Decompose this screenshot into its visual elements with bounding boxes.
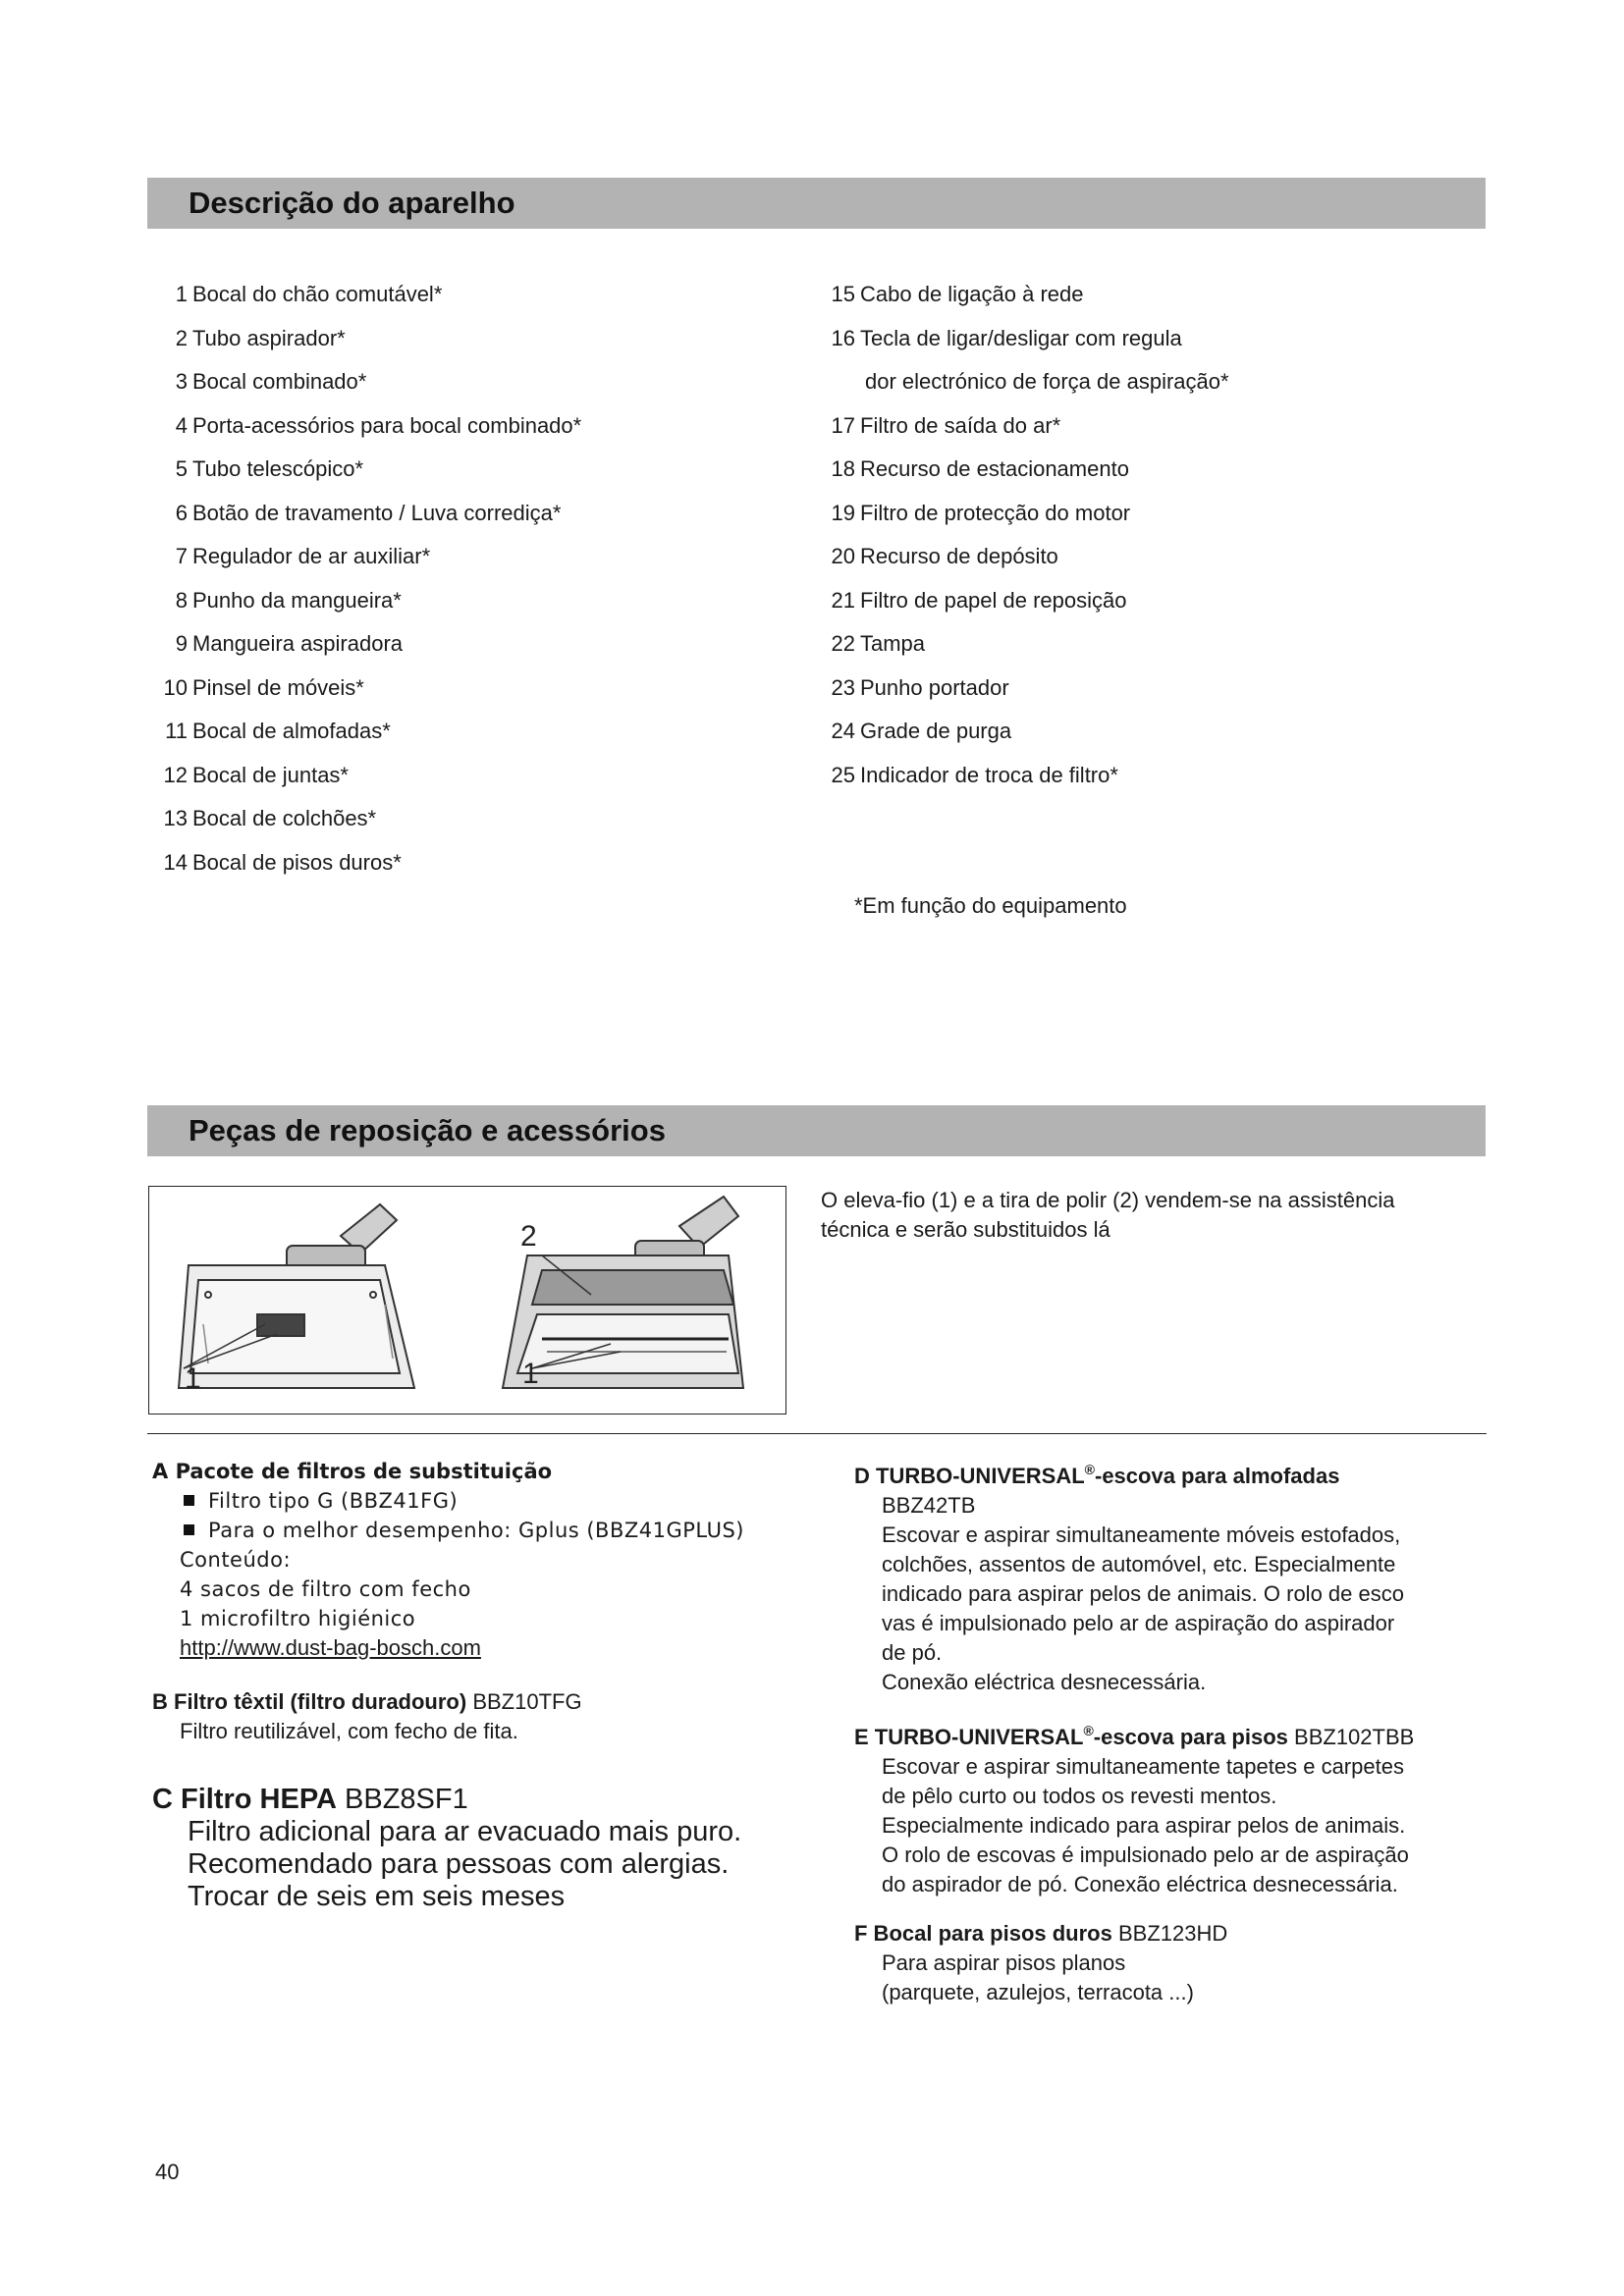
item-e-line: Escovar e aspirar simultaneamente tapetes e carpetes xyxy=(882,1754,1404,1779)
item-number: 24 xyxy=(831,719,855,743)
item-number: 3 xyxy=(175,369,188,394)
item-text: Filtro de papel de reposição xyxy=(860,587,1127,613)
registered-mark: ® xyxy=(1083,1723,1094,1738)
item-d-title: D TURBO-UNIVERSAL xyxy=(854,1464,1085,1488)
item-text: Bocal de almofadas* xyxy=(192,719,391,743)
item-text: Bocal de pisos duros* xyxy=(192,849,402,875)
bullet-icon xyxy=(184,1495,194,1506)
item-c-title-row xyxy=(152,1784,741,1816)
item-text: Tubo telescópico* xyxy=(192,456,364,481)
item-b xyxy=(152,1687,582,1746)
figure-label-1-right: 1 xyxy=(522,1358,539,1390)
parts-list-item xyxy=(823,273,1229,317)
item-e-line: Especialmente indicado para aspirar pelos de animais. xyxy=(882,1813,1406,1838)
registered-mark: ® xyxy=(1084,1462,1095,1477)
item-text: Bocal de colchões* xyxy=(192,806,377,830)
item-e-line: do aspirador de pó. Conexão eléctrica desnecessária. xyxy=(882,1872,1398,1896)
parts-list-item xyxy=(823,492,1229,536)
item-e-title: E TURBO-UNIVERSAL xyxy=(854,1725,1084,1749)
item-e-title-suffix: -escova para pisos xyxy=(1093,1725,1288,1749)
item-text: Recurso de estacionamento xyxy=(860,456,1129,481)
item-a-line: 4 sacos de filtro com fecho xyxy=(180,1577,471,1601)
item-text: dor electrónico de força de aspiração* xyxy=(865,369,1229,394)
item-c-line: Filtro adicional para ar evacuado mais puro. xyxy=(188,1816,742,1847)
item-number: 9 xyxy=(175,631,188,656)
item-f-code: BBZ123HD xyxy=(1117,1921,1228,1946)
item-e xyxy=(854,1716,1414,1899)
parts-list-left xyxy=(155,273,581,884)
item-b-code: BBZ10TFG xyxy=(472,1689,582,1714)
page-number: 40 xyxy=(155,2160,180,2184)
item-f-line: Para aspirar pisos planos xyxy=(882,1950,1126,1975)
item-text: Mangueira aspiradora xyxy=(192,631,404,656)
item-number: 15 xyxy=(831,282,855,306)
item-text: Pinsel de móveis* xyxy=(192,674,364,700)
item-d-title-row xyxy=(854,1455,1404,1491)
parts-list-item xyxy=(155,535,581,579)
item-number: 19 xyxy=(831,500,855,525)
parts-list-item xyxy=(823,448,1229,492)
item-text: Grade de purga xyxy=(860,719,1012,743)
item-c-line: Trocar de seis em seis meses xyxy=(188,1881,566,1912)
item-number: 12 xyxy=(163,762,188,787)
item-number: 13 xyxy=(163,806,188,830)
nozzle-illustration xyxy=(149,1187,785,1413)
item-e-line: O rolo de escovas é impulsionado pelo ar de aspiração xyxy=(882,1842,1409,1867)
right-nozzle-drawing xyxy=(503,1197,743,1388)
parts-list-right xyxy=(823,273,1229,797)
item-text: Bocal do chão comutável* xyxy=(192,282,443,306)
item-a-line: Conteúdo: xyxy=(180,1548,292,1572)
parts-list-item xyxy=(823,535,1229,579)
parts-list-item xyxy=(155,797,581,841)
item-d-line: colchões, assentos de automóvel, etc. Especialmente xyxy=(882,1552,1396,1576)
parts-list-item xyxy=(823,317,1229,361)
item-text: Tecla de ligar/desligar com regula xyxy=(860,325,1182,350)
item-text: Bocal combinado* xyxy=(192,369,367,394)
parts-list-item xyxy=(823,579,1229,623)
item-number: 7 xyxy=(175,544,188,568)
item-text: Punho da mangueira* xyxy=(192,587,402,613)
parts-list-item xyxy=(155,317,581,361)
item-number: 1 xyxy=(175,282,188,306)
item-b-title: B Filtro têxtil (filtro duradouro) xyxy=(152,1689,467,1714)
item-c-title-bold: HEPA xyxy=(259,1784,337,1815)
item-a-bullet-text: Filtro tipo G (BBZ41FG) xyxy=(208,1489,459,1513)
nozzle-figure xyxy=(148,1186,786,1415)
item-a-bullet xyxy=(152,1516,744,1545)
item-number: 14 xyxy=(163,849,188,875)
figure-label-2-right: 2 xyxy=(520,1220,537,1253)
item-f-line: (parquete, azulejos, terracota ...) xyxy=(882,1980,1194,2004)
intro-line: O eleva-fio (1) e a tira de polir (2) vendem-se na assistência xyxy=(821,1188,1395,1212)
parts-list-item xyxy=(155,710,581,754)
item-text: Recurso de depósito xyxy=(860,544,1058,568)
item-text: Cabo de ligação à rede xyxy=(860,282,1084,306)
item-number: 21 xyxy=(831,587,855,613)
item-d-line: de pó. xyxy=(882,1640,943,1665)
parts-list-item xyxy=(823,404,1229,449)
parts-list-item xyxy=(155,404,581,449)
item-number: 20 xyxy=(831,544,855,568)
divider xyxy=(147,1433,1487,1434)
item-text: Tubo aspirador* xyxy=(192,325,346,350)
left-nozzle-drawing xyxy=(179,1204,414,1388)
parts-list-item xyxy=(155,622,581,667)
item-text: Punho portador xyxy=(860,674,1009,700)
item-d-line: vas é impulsionado pelo ar de aspiração do aspirador xyxy=(882,1611,1395,1635)
section-title: Descrição do aparelho xyxy=(189,186,515,220)
item-b-line: Filtro reutilizável, com fecho de fita. xyxy=(180,1719,518,1743)
dust-bag-link[interactable]: http://www.dust-bag-bosch.com xyxy=(180,1635,481,1660)
item-b-title-row xyxy=(152,1687,582,1717)
item-number: 10 xyxy=(163,674,188,700)
item-d-title-suffix: -escova para almofadas xyxy=(1095,1464,1340,1488)
item-c-line: Recomendado para pessoas com alergias. xyxy=(188,1848,730,1880)
item-text: Filtro de protecção do motor xyxy=(860,500,1131,525)
footnote: *Em função do equipamento xyxy=(854,893,1127,918)
item-text: Bocal de juntas* xyxy=(192,762,349,787)
parts-list-item xyxy=(155,841,581,885)
item-c-title: C Filtro xyxy=(152,1784,260,1815)
item-number: 11 xyxy=(165,719,188,743)
parts-list-item xyxy=(155,360,581,404)
parts-list-item xyxy=(823,667,1229,711)
item-text: Filtro de saída do ar* xyxy=(860,412,1061,438)
item-f-title-row xyxy=(854,1919,1227,1949)
item-f xyxy=(854,1919,1227,2007)
item-number: 6 xyxy=(175,500,188,525)
item-d-line: Escovar e aspirar simultaneamente móveis estofados, xyxy=(882,1522,1401,1547)
section-title: Peças de reposição e acessórios xyxy=(189,1113,666,1148)
item-text: Botão de travamento / Luva corrediça* xyxy=(192,500,562,525)
item-number: 16 xyxy=(831,325,855,350)
item-number: 2 xyxy=(175,325,188,350)
intro-text xyxy=(821,1186,1394,1245)
item-d-line: Conexão eléctrica desnecessária. xyxy=(882,1670,1207,1694)
item-c-code: BBZ8SF1 xyxy=(345,1784,468,1815)
item-a xyxy=(152,1457,744,1663)
item-text: Indicador de troca de filtro* xyxy=(860,762,1118,787)
parts-list-item xyxy=(155,448,581,492)
parts-list-item xyxy=(155,754,581,798)
item-number: 18 xyxy=(831,456,855,481)
item-number: 5 xyxy=(175,456,188,481)
item-d-code: BBZ42TB xyxy=(882,1493,976,1518)
parts-list-item xyxy=(155,492,581,536)
intro-line: técnica e serão substituidos lá xyxy=(821,1217,1110,1242)
item-number: 8 xyxy=(175,587,188,613)
parts-list-item xyxy=(823,710,1229,754)
item-number: 25 xyxy=(831,762,855,787)
item-text: Regulador de ar auxiliar* xyxy=(192,544,431,568)
item-e-code: BBZ102TBB xyxy=(1294,1725,1415,1749)
item-a-title: A Pacote de filtros de substituição xyxy=(152,1460,553,1483)
item-f-title: F Bocal para pisos duros xyxy=(854,1921,1112,1946)
item-text: Porta-acessórios para bocal combinado* xyxy=(192,412,582,438)
parts-list-item xyxy=(823,360,1229,404)
parts-list-item xyxy=(155,579,581,623)
parts-list-item xyxy=(823,754,1229,798)
parts-list-item xyxy=(155,273,581,317)
bullet-icon xyxy=(184,1524,194,1535)
item-number: 4 xyxy=(175,412,188,438)
item-d xyxy=(854,1455,1404,1697)
item-number: 22 xyxy=(831,631,855,656)
item-e-line: de pêlo curto ou todos os revesti mentos. xyxy=(882,1784,1277,1808)
section-header-device-description xyxy=(147,178,1486,229)
parts-list-item xyxy=(823,622,1229,667)
item-text: Tampa xyxy=(860,631,926,656)
item-number: 17 xyxy=(831,412,855,438)
item-d-line: indicado para aspirar pelos de animais. O rolo de esco xyxy=(882,1581,1404,1606)
item-a-bullet xyxy=(152,1486,744,1516)
item-number: 23 xyxy=(831,674,855,700)
parts-list-item xyxy=(155,667,581,711)
section-header-spare-parts xyxy=(147,1105,1486,1156)
item-a-line: 1 microfiltro higiénico xyxy=(180,1607,416,1630)
item-c xyxy=(152,1784,741,1913)
figure-label-1-left: 1 xyxy=(185,1362,201,1395)
item-a-bullet-text: Para o melhor desempenho: Gplus (BBZ41GPLUS) xyxy=(208,1519,744,1542)
item-e-title-row xyxy=(854,1716,1414,1752)
